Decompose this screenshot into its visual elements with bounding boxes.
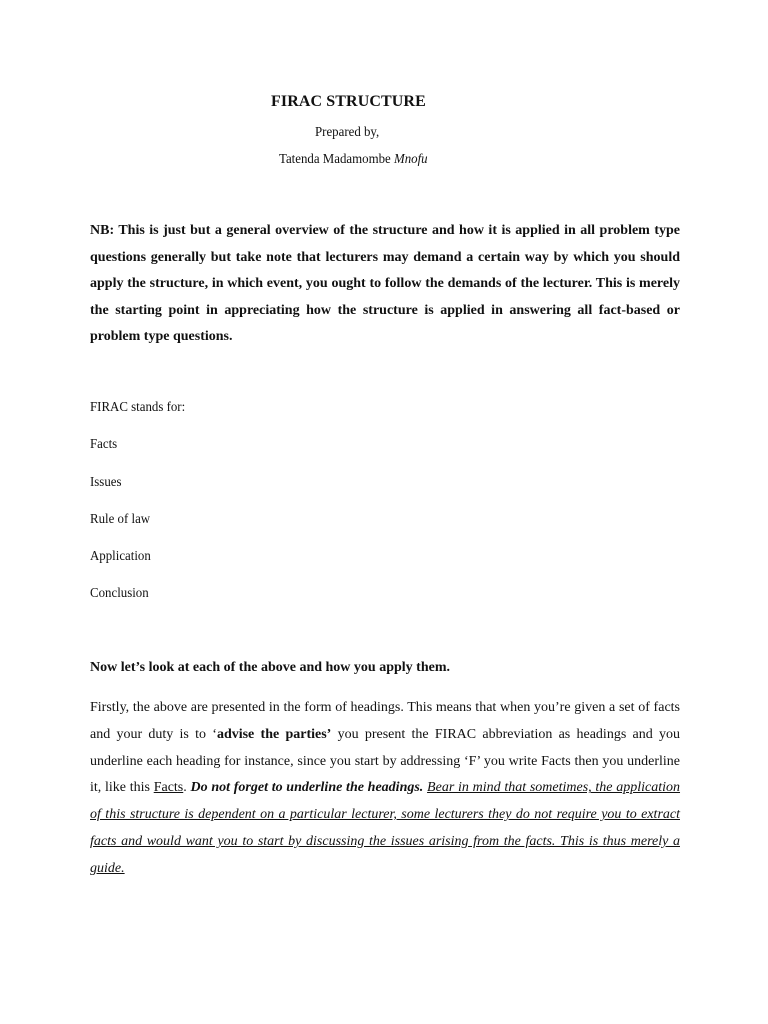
firac-item-facts: Facts [90, 437, 118, 453]
firac-item-application: Application [90, 549, 151, 565]
section-subheading: Now let’s look at each of the above and how you apply them. [90, 660, 450, 675]
paragraph-part-2: you present the FIRAC abbreviation as headings and you underline each heading for instance, since you start by addressing ‘F’ you write Facts then you underline it, like this [90, 726, 680, 796]
author-alias: Mnofu [393, 152, 428, 167]
author-name: Tatenda Madamombe [279, 152, 391, 167]
paragraph-part-3: . [183, 780, 191, 796]
bold-italic-note: Do not forget to underline the headings. [190, 780, 424, 796]
paragraph-part-1: Firstly, the above are presented in the form of headings. This means that when you’re given a set of facts and your duty is to ‘ [90, 700, 680, 742]
nb-paragraph: NB: This is just but a general overview of the structure and how it is applied in all problem type questions generally but take note that lecturers may demand a certain way by which you should apply the structure, in which event, you ought to follow the demands of the lecturer. This is merely the starting point in appreciating how the structure is applied in answering all fact-based or problem type questions. [90, 223, 680, 344]
underlined-example: Facts [153, 780, 184, 796]
firac-intro: FIRAC stands for: [90, 400, 186, 415]
paragraph-emphasis: advise the parties’ [216, 726, 332, 742]
firac-item-conclusion: Conclusion [90, 586, 149, 602]
author-line [279, 152, 428, 168]
document-title: FIRAC STRUCTURE [271, 93, 426, 110]
underlined-italic-note: Bear in mind that sometimes, the application of this structure is dependent on a particular lecturer, some lecturers they do not require you to extract facts and would want you to start by discussing the issues arising from the facts. This is thus merely a guide. [90, 780, 681, 876]
firac-list [90, 398, 193, 622]
prepared-by-label: Prepared by, [315, 125, 380, 140]
body-paragraph [90, 695, 680, 883]
firac-item-issues: Issues [90, 474, 122, 490]
firac-item-rule-of-law: Rule of law [90, 511, 151, 527]
